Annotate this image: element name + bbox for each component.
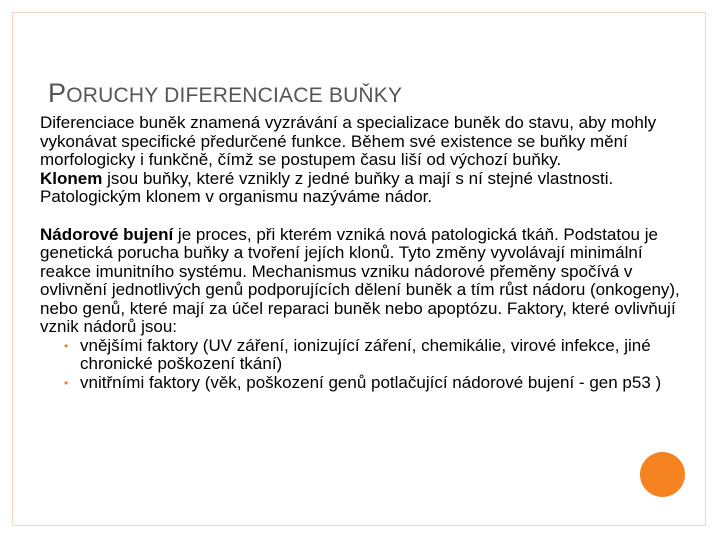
factors-list — [40, 337, 680, 393]
slide-title — [48, 78, 402, 109]
slide-body — [40, 114, 680, 392]
list-item-text: vnitřními faktory (věk, poškození genů potlačující nádorové bujení - gen p53 ) — [80, 372, 662, 392]
bullet-icon: • — [64, 375, 69, 390]
paragraph-clone — [40, 170, 680, 207]
paragraph-tumor-growth — [40, 226, 680, 337]
list-item-text: vnějšími faktory (UV záření, ionizující záření, chemikálie, virové infekce, jiné chronické poškození tkání) — [80, 335, 651, 373]
title-rest: ORUCHY DIFERENCIACE BUŇKY — [66, 84, 403, 107]
paragraph-gap — [40, 207, 680, 226]
paragraph-differentiation: Diferenciace buněk znamená vyzrávání a specializace buněk do stavu, aby mohly vykonávat specifické předurčené funkce. Během své existence se buňky mění morfologicky i funkčně, čímž se postupem času liší od výchozí buňky. — [40, 113, 657, 169]
tumor-growth-definition: je proces, při kterém vzniká nová patologická tkáň. Podstatou je genetická porucha buňky a tvoření jejích klonů. Tyto změny vyvolávají minimální reakce imunitního systému. Mechanismus vzniku nádorové přeměny spočívá v ovlivnění jednotlivých genů podporujících dělení buněk a tím růst nádoru (onkogeny), nebo genů, které mají za účel reparaci buněk nebo apoptózu. Faktory, které ovlivňují vznik nádorů jsou: — [40, 224, 680, 336]
title-first-letter: P — [48, 78, 67, 108]
term-tumor-growth: Nádorové bujení — [40, 224, 174, 244]
bullet-icon: • — [64, 338, 69, 353]
term-clone: Klonem — [40, 168, 103, 188]
list-item — [40, 374, 680, 393]
clone-definition: jsou buňky, které vznikly z jedné buňky a mají s ní stejné vlastnosti. Patologickým klonem v organismu nazýváme nádor. — [40, 168, 614, 206]
list-item — [40, 337, 680, 374]
decorative-circle — [640, 452, 685, 497]
